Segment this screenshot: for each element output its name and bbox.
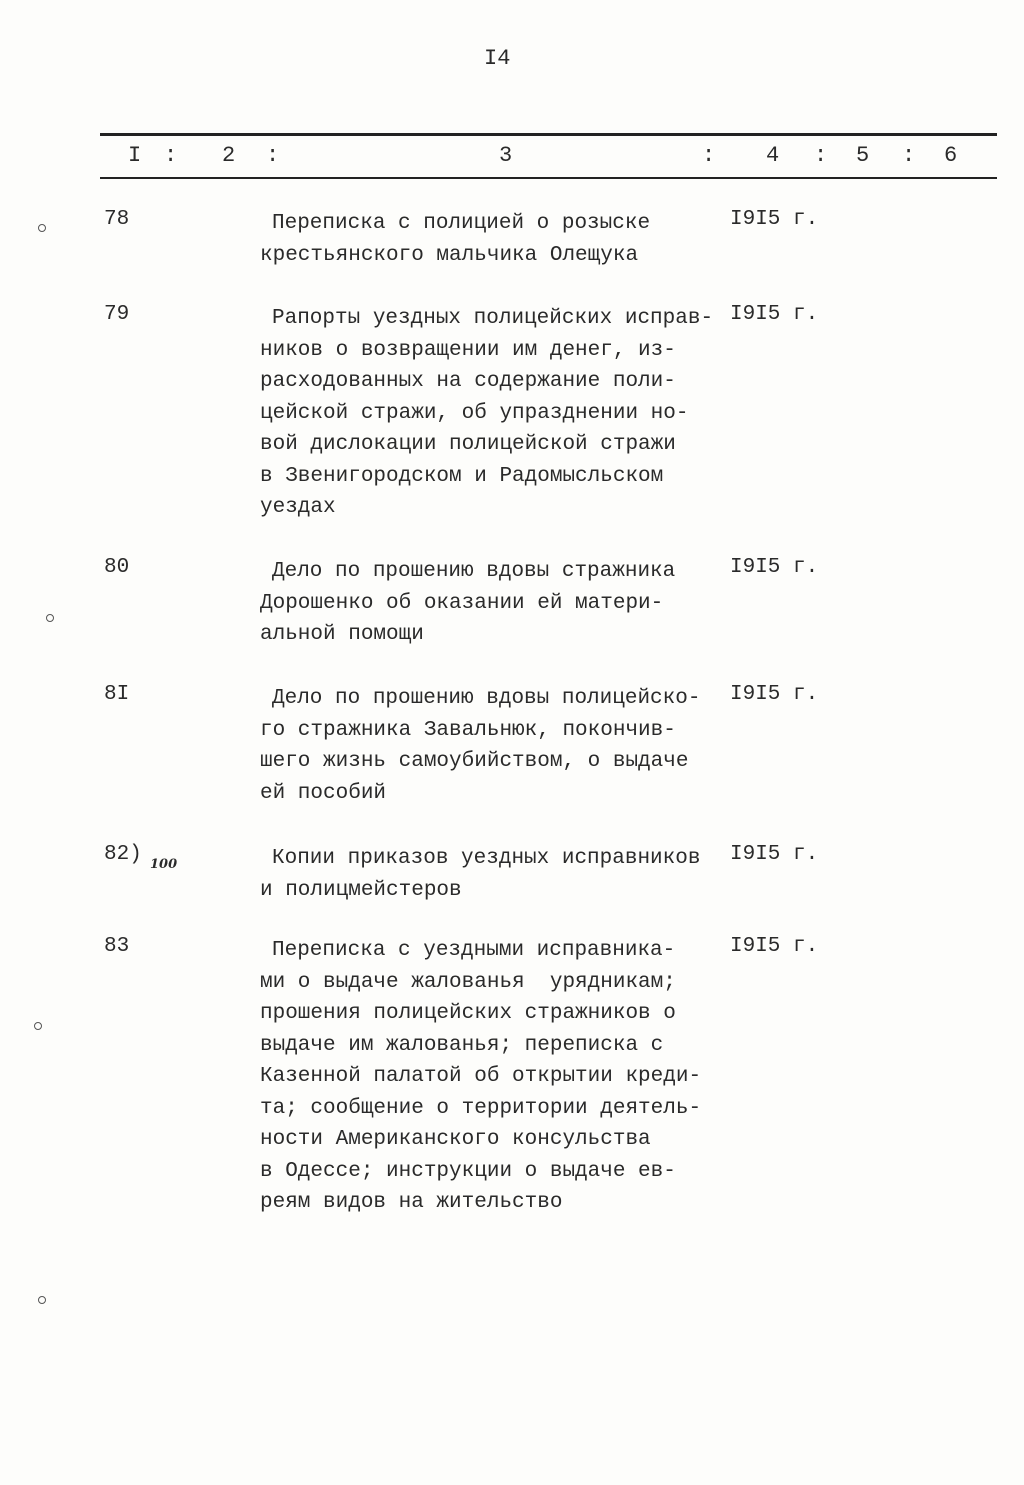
entry-title — [260, 843, 700, 906]
entry-title — [260, 935, 701, 1219]
column-header-4: 4 — [766, 143, 780, 168]
entry-date: I9I5 г. — [730, 843, 819, 866]
entry-title-line: прошения полицейских стражников о — [260, 1002, 676, 1025]
entry-title-line: реям видов на жительство — [260, 1191, 563, 1214]
entry-title — [260, 303, 713, 524]
entry-title-line: го стражника Завальнюк, покончив- — [260, 718, 676, 742]
entry-title — [260, 208, 650, 271]
entry-number: 79 — [104, 303, 130, 326]
entry-title-line: в Одессе; инструкции о выдаче ев- — [260, 1159, 676, 1183]
column-header-5: 5 — [856, 143, 870, 168]
column-header-3: 3 — [499, 143, 513, 168]
entry-number: 8I — [104, 683, 130, 706]
entry-date: I9I5 г. — [730, 935, 819, 958]
scan-speck — [34, 1022, 42, 1030]
entry-title — [260, 556, 675, 651]
entry-title-line: вой дислокации полицейской стражи — [260, 433, 676, 456]
column-separator: : — [902, 143, 916, 168]
entry-title-line: та; сообщение о территории деятель- — [260, 1096, 702, 1120]
scan-speck — [46, 614, 54, 622]
scan-speck — [38, 1296, 46, 1304]
column-separator: : — [164, 143, 178, 168]
entry-title-line: уездах — [260, 496, 336, 519]
entry-title-line: цейской стражи, об упразднении но- — [260, 401, 689, 425]
entry-title-line: Переписка с уездными исправника- — [272, 939, 676, 962]
entry-number: 82) — [104, 843, 142, 866]
entry-date: I9I5 г. — [730, 556, 819, 579]
entry-date: I9I5 г. — [730, 303, 819, 326]
handwritten-note: 100 — [150, 857, 178, 872]
table-header-rule — [100, 177, 997, 179]
scan-speck — [38, 224, 46, 232]
entry-title-line: крестьянского мальчика Олещука — [260, 243, 639, 267]
entry-title-line: расходованных на содержание поли- — [260, 370, 676, 393]
entry-title-line: и полицмейстеров — [260, 878, 462, 902]
column-separator: : — [702, 143, 716, 168]
entry-title-line: Переписка с полицией о розыске — [272, 212, 651, 235]
entry-title-line: в Звенигородском и Радомысльском — [260, 464, 664, 488]
entry-title-line: ности Американского консульства — [260, 1128, 651, 1151]
entry-number: 83 — [104, 935, 130, 958]
entry-title-line: Дело по прошению вдовы стражника — [272, 560, 676, 583]
entry-title-line: Дело по прошению вдовы полицейско- — [272, 687, 701, 710]
entry-title — [260, 683, 700, 809]
table-top-rule — [100, 133, 997, 136]
entry-title-line: шего жизнь самоубийством, о выдаче — [260, 750, 689, 773]
entry-title-line: Копии приказов уездных исправников — [272, 847, 701, 870]
column-header-1: I — [128, 143, 142, 168]
column-separator: : — [266, 143, 280, 168]
entry-title-line: альной помощи — [260, 623, 424, 646]
entry-title-line: выдаче им жалованья; переписка с — [260, 1033, 664, 1057]
entry-title-line: ников о возвращении им денег, из- — [260, 338, 676, 362]
entry-date: I9I5 г. — [730, 208, 819, 231]
column-header-2: 2 — [222, 143, 236, 168]
entry-number: 78 — [104, 208, 130, 231]
entry-title-line: ей пособий — [260, 781, 387, 805]
entry-title-line: Казенной палатой об открытии креди- — [260, 1065, 702, 1088]
entry-title-line: ми о выдаче жалованья урядникам; — [260, 970, 676, 994]
column-header-6: 6 — [944, 143, 958, 168]
entry-number: 80 — [104, 556, 130, 579]
entry-date: I9I5 г. — [730, 683, 819, 706]
entry-title-line: Дорошенко об оказании ей матери- — [260, 591, 664, 615]
entry-title-line: Рапорты уездных полицейских исправ- — [272, 307, 714, 330]
column-separator: : — [814, 143, 828, 168]
page-number: I4 — [484, 46, 511, 71]
